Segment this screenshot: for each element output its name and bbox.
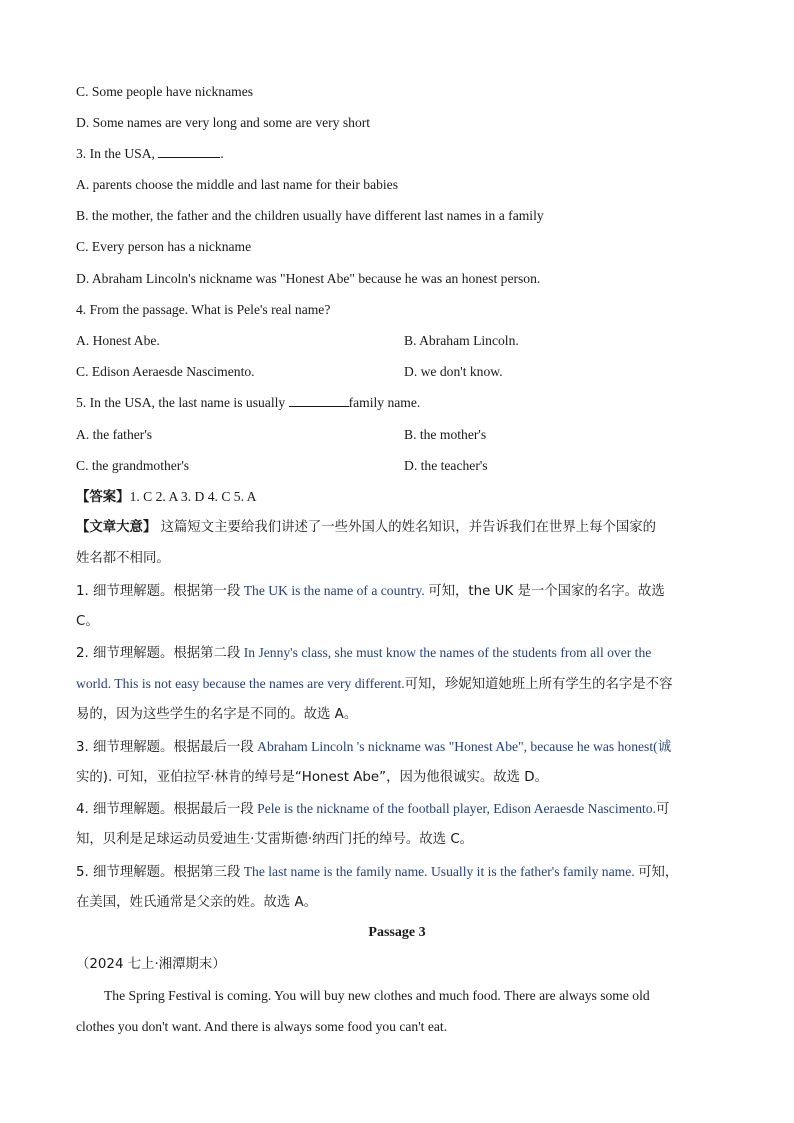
q5-options-row2 <box>76 457 734 475</box>
passage-paragraph-line-2: clothes you don't want. And there is always some food you can't eat. <box>76 1019 448 1034</box>
e2-post: 可知，珍妮知道她班上所有学生的名字是不容 <box>404 677 673 692</box>
e5-pre: 5. 细节理解题。根据第三段 <box>76 865 241 880</box>
e5-post: 可知， <box>638 865 679 880</box>
q3-option-b: B. the mother, the father and the children usually have different last names in a family <box>76 208 544 223</box>
q2-option-c: C. Some people have nicknames <box>76 84 254 99</box>
q5-stem-end: family name. <box>348 395 421 410</box>
explanation-5-line-1 <box>76 863 734 882</box>
summary-text-1: 这篇短文主要给我们讲述了一些外国人的姓名知识，并告诉我们在世界上每个国家的 <box>160 520 657 535</box>
q5-option-c: C. the grandmother's <box>76 458 190 473</box>
q2-option-d: D. Some names are very long and some are very short <box>76 115 371 130</box>
explanation-1-line-2: C。 <box>76 614 99 629</box>
q4-option-d: D. we don't know. <box>404 364 503 379</box>
e4-pre: 4. 细节理解题。根据最后一段 <box>76 802 254 817</box>
q3-stem <box>76 145 734 163</box>
passage-paragraph-line-1: The Spring Festival is coming. You will buy new clothes and much food. There are always some old <box>104 988 650 1003</box>
e2-english-1: In Jenny's class, she must know the names of the students from all over the <box>243 645 652 660</box>
passage-source: （2024 七上·湘潭期末） <box>76 957 226 972</box>
e1-post: 可知，the UK 是一个国家的名字。故选 <box>428 584 665 599</box>
explanation-3-line-1 <box>76 738 734 757</box>
q4-stem: 4. From the passage. What is Pele's real name? <box>76 302 331 317</box>
answer-text: 1. C 2. A 3. D 4. C 5. A <box>129 489 257 504</box>
q3-option-d: D. Abraham Lincoln's nickname was "Honest Abe" because he was an honest person. <box>76 271 541 286</box>
e3-english: Abraham Lincoln 's nickname was "Honest Abe", because he was honest(诚 <box>257 739 672 754</box>
q5-stem <box>76 394 734 412</box>
answer-line <box>76 488 734 507</box>
q4-options-row1 <box>76 332 734 350</box>
q5-blank <box>289 394 349 407</box>
explanation-4-line-1 <box>76 800 734 819</box>
explanation-3-line-2: 实的). 可知，亚伯拉罕·林肯的绰号是“Honest Abe”，因为他很诚实。故选 D。 <box>76 770 548 785</box>
summary-line-2: 姓名都不相同。 <box>76 551 170 566</box>
q3-option-c: C. Every person has a nickname <box>76 239 252 254</box>
explanation-1-line-1 <box>76 582 734 601</box>
explanation-2-line-2 <box>76 675 734 694</box>
e2-pre: 2. 细节理解题。根据第二段 <box>76 646 241 661</box>
explanation-2-line-1 <box>76 644 734 663</box>
explanation-2-line-3: 易的，因为这些学生的名字是不同的。故选 A。 <box>76 707 358 722</box>
q3-blank <box>158 145 220 158</box>
q5-option-b: B. the mother's <box>404 427 487 442</box>
q4-option-c: C. Edison Aeraesde Nascimento. <box>76 364 255 379</box>
q4-options-row2 <box>76 363 734 381</box>
q4-option-a: A. Honest Abe. <box>76 333 160 348</box>
summary-label: 【文章大意】 <box>76 520 157 535</box>
e4-english: Pele is the nickname of the football player, Edison Aeraesde Nascimento. <box>257 801 656 816</box>
answer-label: 【答案】 <box>76 490 130 505</box>
q5-option-d: D. the teacher's <box>404 458 488 473</box>
e2-english-2: world. This is not easy because the names are very different. <box>76 676 405 691</box>
summary-line-1 <box>76 519 734 537</box>
q3-stem-text: 3. In the USA, <box>76 146 155 161</box>
explanation-5-line-2: 在美国，姓氏通常是父亲的姓。故选 A。 <box>76 895 318 910</box>
q3-stem-end: . <box>220 146 224 161</box>
e4-post: 可 <box>655 802 670 817</box>
e3-pre: 3. 细节理解题。根据最后一段 <box>76 740 254 755</box>
q3-option-a: A. parents choose the middle and last name for their babies <box>76 177 398 192</box>
explanation-4-line-2: 知，贝利是足球运动员爱迪生·艾雷斯德·纳西门托的绰号。故选 C。 <box>76 832 474 847</box>
q5-options-row1 <box>76 426 734 444</box>
e5-english: The last name is the family name. Usually it is the father's family name. <box>243 864 635 879</box>
q4-option-b: B. Abraham Lincoln. <box>404 333 519 348</box>
e1-pre: 1. 细节理解题。根据第一段 <box>76 584 241 599</box>
q5-option-a: A. the father's <box>76 427 153 442</box>
e1-english: The UK is the name of a country. <box>243 583 425 598</box>
q5-stem-start: 5. In the USA, the last name is usually <box>76 395 286 410</box>
passage-title: Passage 3 <box>368 925 426 940</box>
